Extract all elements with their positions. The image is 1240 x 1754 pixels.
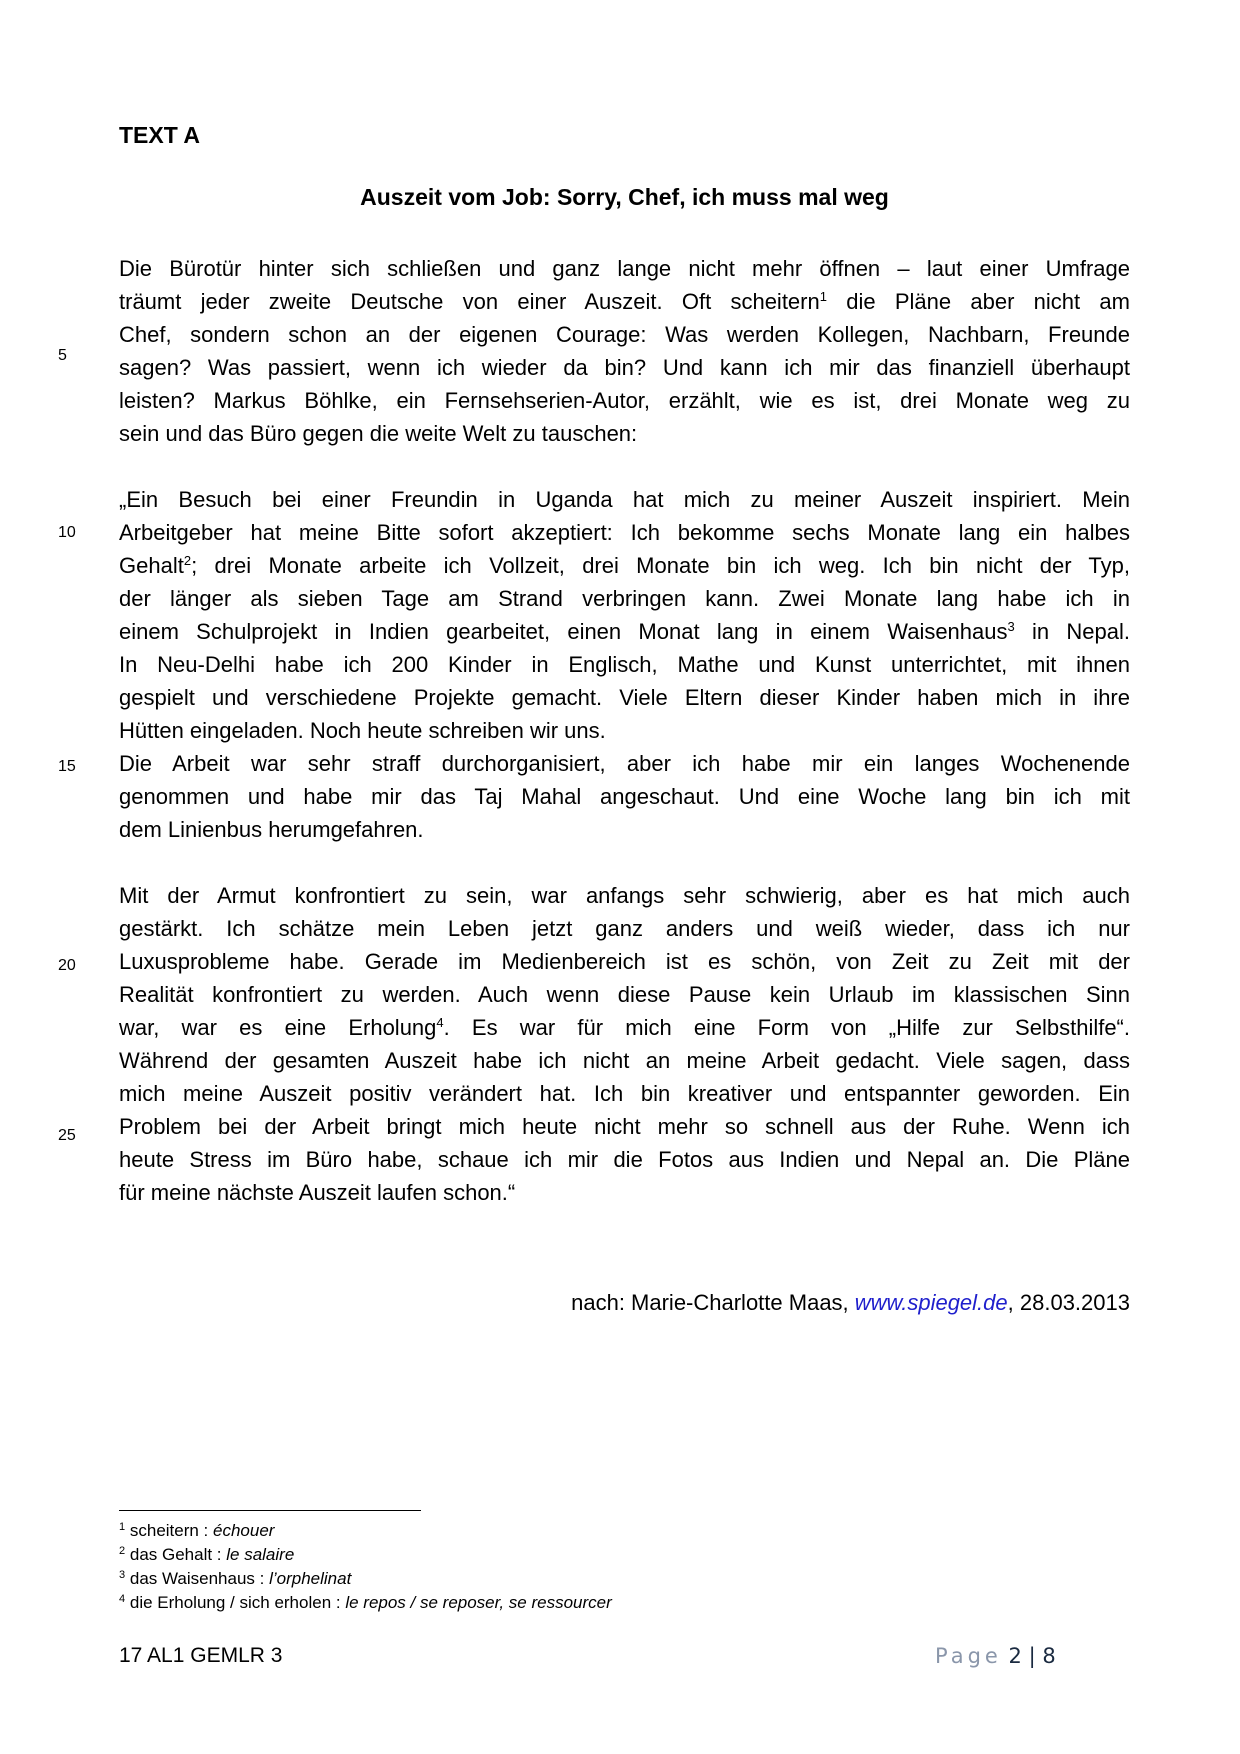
source-citation: nach: Marie-Charlotte Maas, www.spiegel.de, 28.03.2013 [571, 1290, 1130, 1315]
text-line: Luxusprobleme habe. Gerade im Medienbereich ist es schön, von Zeit zu Zeit mit der [119, 949, 1130, 974]
text-line: Realität konfrontiert zu werden. Auch wenn diese Pause kein Urlaub im klassischen Sinn [119, 982, 1130, 1007]
line-number: 20 [58, 957, 76, 974]
text-line: heute Stress im Büro habe, schaue ich mir die Fotos aus Indien und Nepal an. Die Pläne [119, 1147, 1130, 1172]
text-line: Gehalt$^2$; drei Monate arbeite ich Vollzeit, drei Monate bin ich weg. Ich bin nicht der Typ, [119, 553, 1130, 578]
text-line: Problem bei der Arbeit bringt mich heute nicht mehr so schnell aus der Ruhe. Wenn ich [119, 1114, 1130, 1139]
text-line: mich meine Auszeit positiv verändert hat. Ich bin kreativer und entspannter geworden. Ein [119, 1081, 1130, 1106]
footnote: $^1$ scheitern : échouer [119, 1521, 275, 1540]
text-line: In Neu-Delhi habe ich 200 Kinder in Englisch, Mathe und Kunst unterrichtet, mit ihnen [119, 652, 1130, 677]
footnotes [119, 1519, 612, 1615]
text-line: der länger als sieben Tage am Strand verbringen kann. Zwei Monate lang habe ich in [119, 586, 1130, 611]
footnote: $^3$ das Waisenhaus : l’orphelinat [119, 1569, 352, 1588]
page-number: Page 2 | 8 [935, 1644, 1056, 1668]
text-line: Mit der Armut konfrontiert zu sein, war anfangs sehr schwierig, aber es hat mich auch [119, 883, 1130, 908]
text-line: Die Arbeit war sehr straff durchorganisiert, aber ich habe mir ein langes Wochenende [119, 751, 1130, 776]
text-line: Während der gesamten Auszeit habe ich nicht an meine Arbeit gedacht. Viele sagen, dass [119, 1048, 1130, 1073]
text-line: „Ein Besuch bei einer Freundin in Uganda hat mich zu meiner Auszeit inspiriert. Mein [119, 487, 1130, 512]
footnote-ref: 1 [819, 289, 827, 304]
footnote-divider [119, 1510, 421, 1511]
text-line: genommen und habe mir das Taj Mahal angeschaut. Und eine Woche lang bin ich mit [119, 784, 1130, 809]
footnote-ref: 2 [183, 553, 192, 568]
text-line: Die Bürotür hinter sich schließen und ganz lange nicht mehr öffnen – laut einer Umfrage [119, 256, 1130, 281]
text-line: träumt jeder zweite Deutsche von einer Auszeit. Oft scheitern$^1$ die Pläne aber nicht am [119, 289, 1130, 314]
paragraph-quote-2 [119, 879, 1130, 1209]
text-line: war, war es eine Erholung$^4$. Es war für mich eine Form von „Hilfe zur Selbsthilfe“. [119, 1015, 1130, 1040]
text-line: Chef, sondern schon an der eigenen Courage: Was werden Kollegen, Nachbarn, Freunde [119, 322, 1130, 347]
text-line: gestärkt. Ich schätze mein Leben jetzt ganz anders und weiß wieder, dass ich nur [119, 916, 1130, 941]
footnote-ref: 4 [436, 1015, 444, 1030]
article-body [119, 252, 1130, 1209]
line-number: 10 [58, 524, 76, 541]
paragraph-intro [119, 252, 1130, 450]
footnote: $^2$ das Gehalt : le salaire [119, 1545, 295, 1564]
text-line: sein und das Büro gegen die weite Welt zu tauschen: [119, 421, 638, 446]
article-title: Auszeit vom Job: Sorry, Chef, ich muss mal weg [360, 184, 889, 210]
footnote: $^4$ die Erholung / sich erholen : le repos / se reposer, se ressourcer [119, 1593, 612, 1612]
text-line: einem Schulprojekt in Indien gearbeitet, einen Monat lang in einem Waisenhaus$^3$ in Nepal. [119, 619, 1130, 644]
text-line: für meine nächste Auszeit laufen schon.“ [119, 1180, 516, 1205]
document-code: 17 AL1 GEMLR 3 [119, 1644, 283, 1667]
text-line: Hütten eingeladen. Noch heute schreiben wir uns. [119, 718, 606, 743]
text-label: TEXT A [119, 122, 200, 148]
line-number: 15 [58, 758, 76, 775]
line-number: 25 [58, 1127, 76, 1144]
line-number: 5 [58, 347, 67, 364]
text-line: leisten? Markus Böhlke, ein Fernsehserien-Autor, erzählt, wie es ist, drei Monate weg zu [119, 388, 1130, 413]
paragraph-quote-1 [119, 483, 1130, 846]
source-link[interactable]: www.spiegel.de [854, 1290, 1008, 1315]
text-line: gespielt und verschiedene Projekte gemacht. Viele Eltern dieser Kinder haben mich in ihre [119, 685, 1130, 710]
text-line: Arbeitgeber hat meine Bitte sofort akzeptiert: Ich bekomme sechs Monate lang ein halbes [119, 520, 1130, 545]
text-line: dem Linienbus herumgefahren. [119, 817, 424, 842]
footnote-ref: 3 [1007, 619, 1015, 634]
text-line: sagen? Was passiert, wenn ich wieder da bin? Und kann ich mir das finanziell überhaupt [119, 355, 1130, 380]
